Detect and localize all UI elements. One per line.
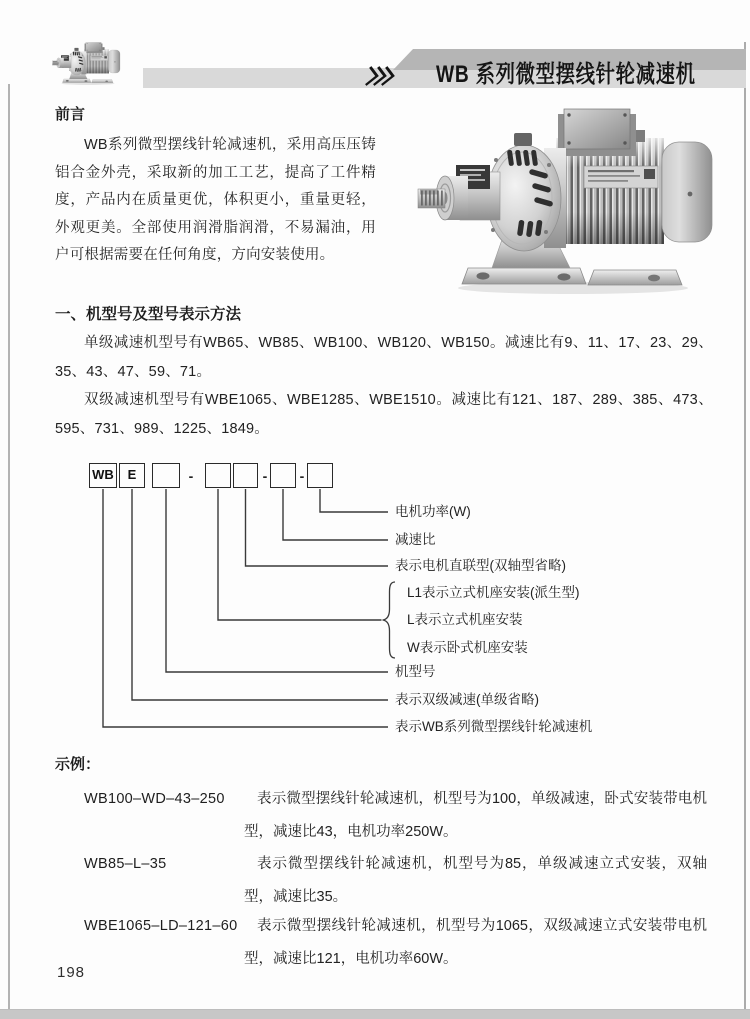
example-code: WB85–L–35 bbox=[84, 856, 167, 872]
example-code: WB100–WD–43–250 bbox=[84, 791, 225, 807]
model-box-frame bbox=[152, 463, 180, 488]
example-description: 表示微型摆线针轮减速机，机型号为100，单级减速，卧式安装带电机型，减速比43，电机功率250W。 bbox=[244, 791, 707, 840]
example-description: 表示微型摆线针轮减速机，机型号为85，单级减速立式安装，双轴型，减速比35。 bbox=[244, 856, 707, 905]
section1-para2: 双级减速机型号有WBE1065、WBE1285、WBE1510。减速比有121、187、289、385、473、595、731、989、1225、1849。 bbox=[55, 392, 713, 437]
model-designation-diagram bbox=[85, 458, 745, 750]
model-box-stage: E bbox=[119, 463, 145, 488]
section1-para1: 单级减速机型号有WB65、WB85、WB100、WB120、WB150。减速比有9、11、17、23、29、35、43、47、59、71。 bbox=[55, 335, 713, 380]
examples-heading: 示例： bbox=[55, 756, 101, 773]
diagram-label-double-stage: 表示双级减速(单级省略) bbox=[395, 692, 539, 707]
example-code: WBE1065–LD–121–60 bbox=[84, 918, 238, 934]
diagram-label-mount-w: W表示卧式机座安装 bbox=[407, 640, 528, 655]
product-photo bbox=[408, 108, 738, 298]
model-separator: - bbox=[188, 468, 194, 484]
diagram-label-series: 表示WB系列微型摆线针轮减速机 bbox=[395, 719, 593, 734]
preface-heading: 前言 bbox=[55, 106, 86, 123]
model-box-prefix: WB bbox=[89, 463, 117, 488]
model-box-power bbox=[307, 463, 333, 488]
example-row bbox=[0, 848, 750, 918]
diagram-label-motor-power: 电机功率(W) bbox=[395, 504, 471, 519]
model-separator: - bbox=[299, 468, 305, 484]
page-number: 198 bbox=[57, 964, 86, 981]
diagram-label-mount-l: L表示立式机座安装 bbox=[407, 612, 523, 627]
product-thumbnail bbox=[50, 42, 126, 86]
model-box-motor-type bbox=[233, 463, 258, 488]
model-box-mounting bbox=[205, 463, 231, 488]
model-separator: - bbox=[262, 468, 268, 484]
diagram-label-direct-motor: 表示电机直联型(双轴型省略) bbox=[395, 558, 566, 573]
page-title: WB 系列微型摆线针轮减速机 bbox=[436, 61, 696, 88]
section1-heading: 一、机型号及型号表示方法 bbox=[55, 306, 242, 323]
triple-chevron-icon bbox=[359, 64, 399, 88]
diagram-label-frame-size: 机型号 bbox=[395, 664, 436, 679]
example-description: 表示微型摆线针轮减速机，机型号为1065，双级减速立式安装带电机型，减速比121，电机功率60W。 bbox=[244, 918, 707, 967]
diagram-label-ratio: 减速比 bbox=[395, 532, 436, 547]
preface-body: WB系列微型摆线针轮减速机，采用高压压铸铝合金外壳，采取新的加工工艺，提高了工件精度，产品内在质量更优，体积更小，重量更轻，外观更美。全部使用润滑脂润滑，不易漏油，用户可根据需要在任何角度，方向安装使用。 bbox=[55, 137, 376, 264]
example-row bbox=[0, 910, 750, 980]
example-row bbox=[0, 783, 750, 853]
model-box-ratio bbox=[270, 463, 296, 488]
diagram-label-mount-l1: L1表示立式机座安装(派生型) bbox=[407, 585, 580, 600]
brace-icon bbox=[383, 582, 396, 658]
